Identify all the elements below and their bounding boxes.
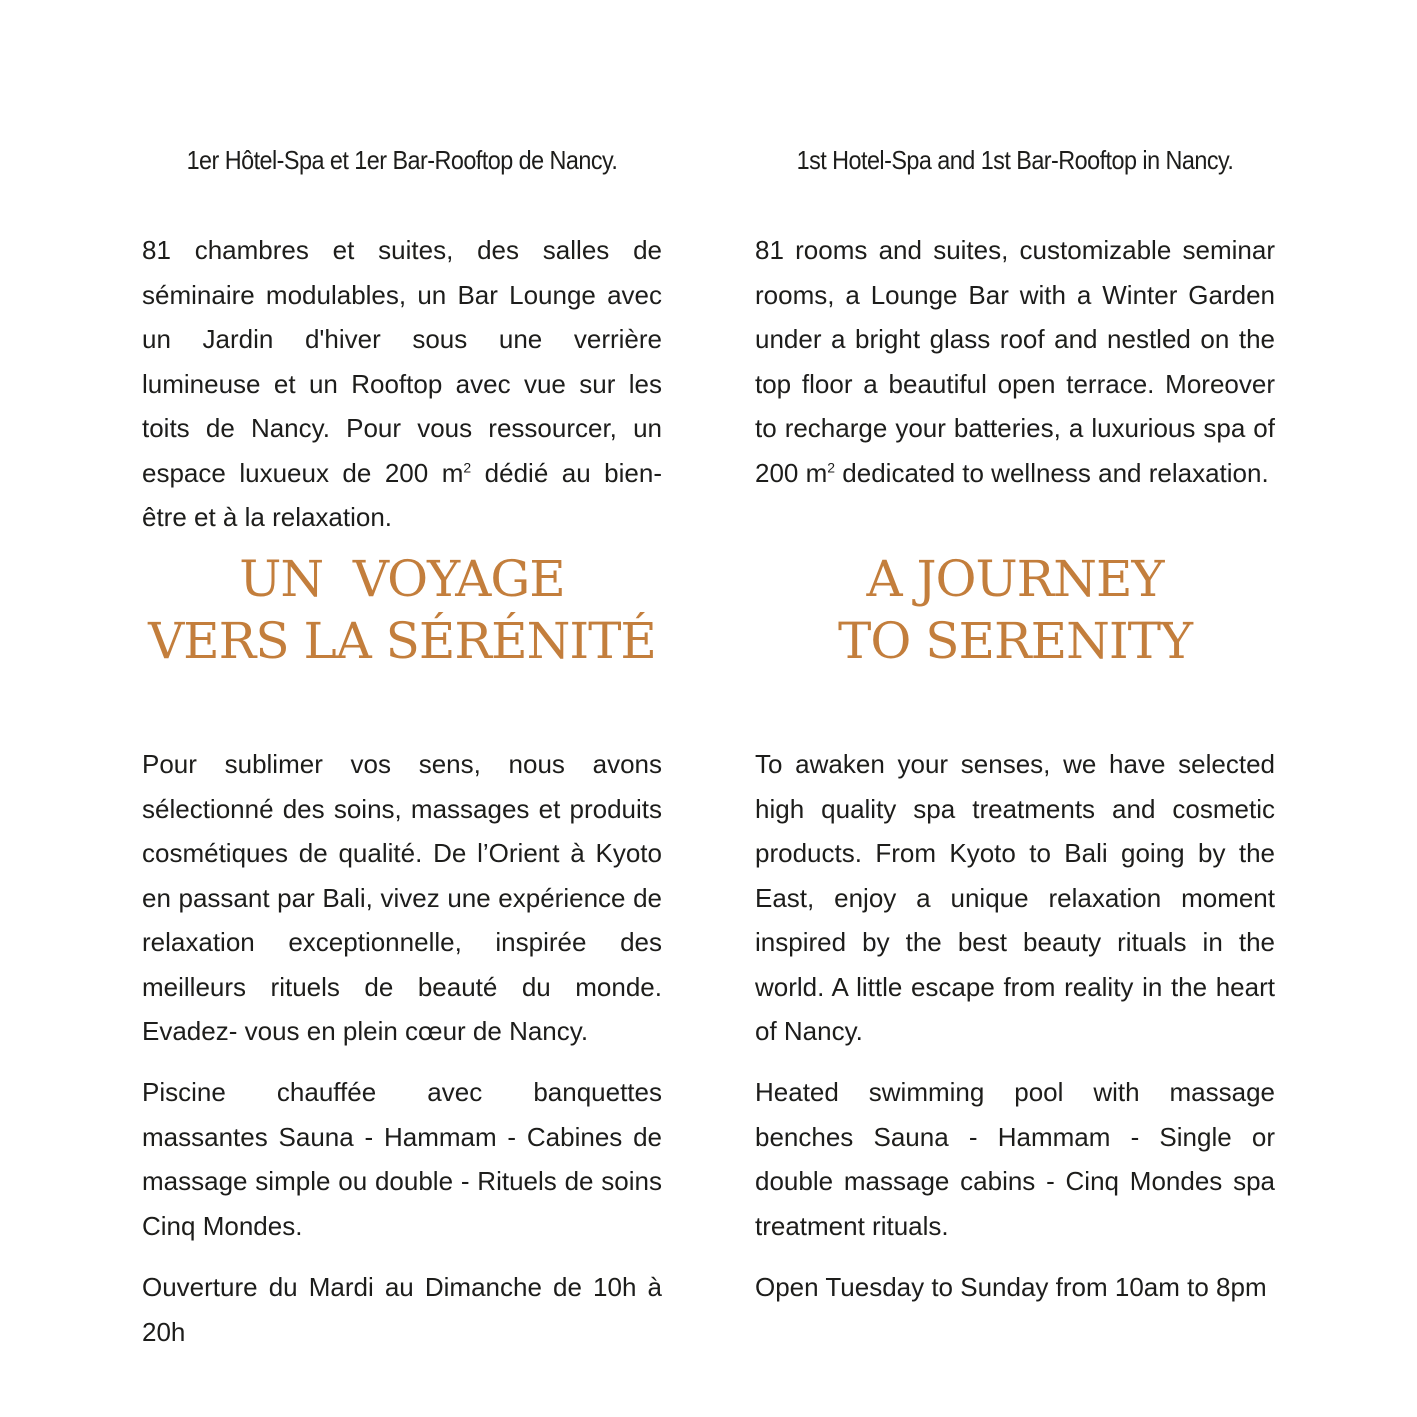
english-intro-end: dedicated to wellness and relaxation. (835, 457, 1269, 488)
french-tagline: 1er Hôtel-Spa et 1er Bar-Rooftop de Nancy. (186, 145, 618, 175)
english-facilities-paragraph: Heated swimming pool with massage benches Sauna - Hammam - Single or double massage cabins - Cinq Mondes spa treatment rituals. (755, 1077, 1275, 1241)
english-heading (755, 548, 1275, 672)
french-heading (142, 548, 662, 672)
english-opening-hours: Open Tuesday to Sunday from 10am to 8pm (755, 1272, 1267, 1302)
french-spa-paragraph: Pour sublimer vos sens, nous avons sélectionné des soins, massages et produits cosmétiques de qualité. De l’Orient à Kyoto en passant par Bali, vivez une expérience de relaxation exceptionnelle, inspirée des meilleurs rituels de beauté du monde. Evadez- vous en plein cœur de Nancy. (142, 749, 662, 1046)
english-tagline: 1st Hotel-Spa and 1st Bar-Rooftop in Nancy. (796, 145, 1234, 175)
french-intro-end: dédié au bien-être et à la relaxation. (142, 457, 662, 532)
french-intro-paragraph (142, 228, 662, 540)
french-intro-superscript: 2 (463, 458, 472, 475)
french-opening-hours: Ouverture du Mardi au Dimanche de 10h à 20h (142, 1272, 662, 1347)
french-intro-text: 81 chambres et suites, des salles de séminaire modulables, un Bar Lounge avec un Jardin d'hiver sous une verrière lumineuse et un Rooftop avec vue sur les toits de Nancy. Pour vous ressourcer, un espace luxueux de 200 m (142, 235, 662, 488)
english-spa-paragraph: To awaken your senses, we have selected high quality spa treatments and cosmetic products. From Kyoto to Bali going by the East, enjoy a unique relaxation moment inspired by the best beauty rituals in the world. A little escape from reality in the heart of Nancy. (755, 749, 1275, 1046)
french-heading-line1: UN VOYAGE (239, 550, 565, 608)
english-heading-line2: TO SERENITY (838, 612, 1192, 670)
english-intro-superscript: 2 (827, 458, 836, 475)
french-facilities-paragraph: Piscine chauffée avec banquettes massantes Sauna - Hammam - Cabines de massage simple ou double - Rituels de soins Cinq Mondes. (142, 1077, 662, 1241)
french-heading-line2: VERS LA SÉRÉNITÉ (148, 612, 656, 670)
english-intro-text: 81 rooms and suites, customizable seminar rooms, a Lounge Bar with a Winter Garden under a bright glass roof and nestled on the top floor a beautiful open terrace. Moreover to recharge your batteries, a luxurious spa of 200 m (755, 235, 1275, 488)
english-heading-line1: A JOURNEY (866, 550, 1164, 608)
english-intro-paragraph (755, 228, 1275, 495)
